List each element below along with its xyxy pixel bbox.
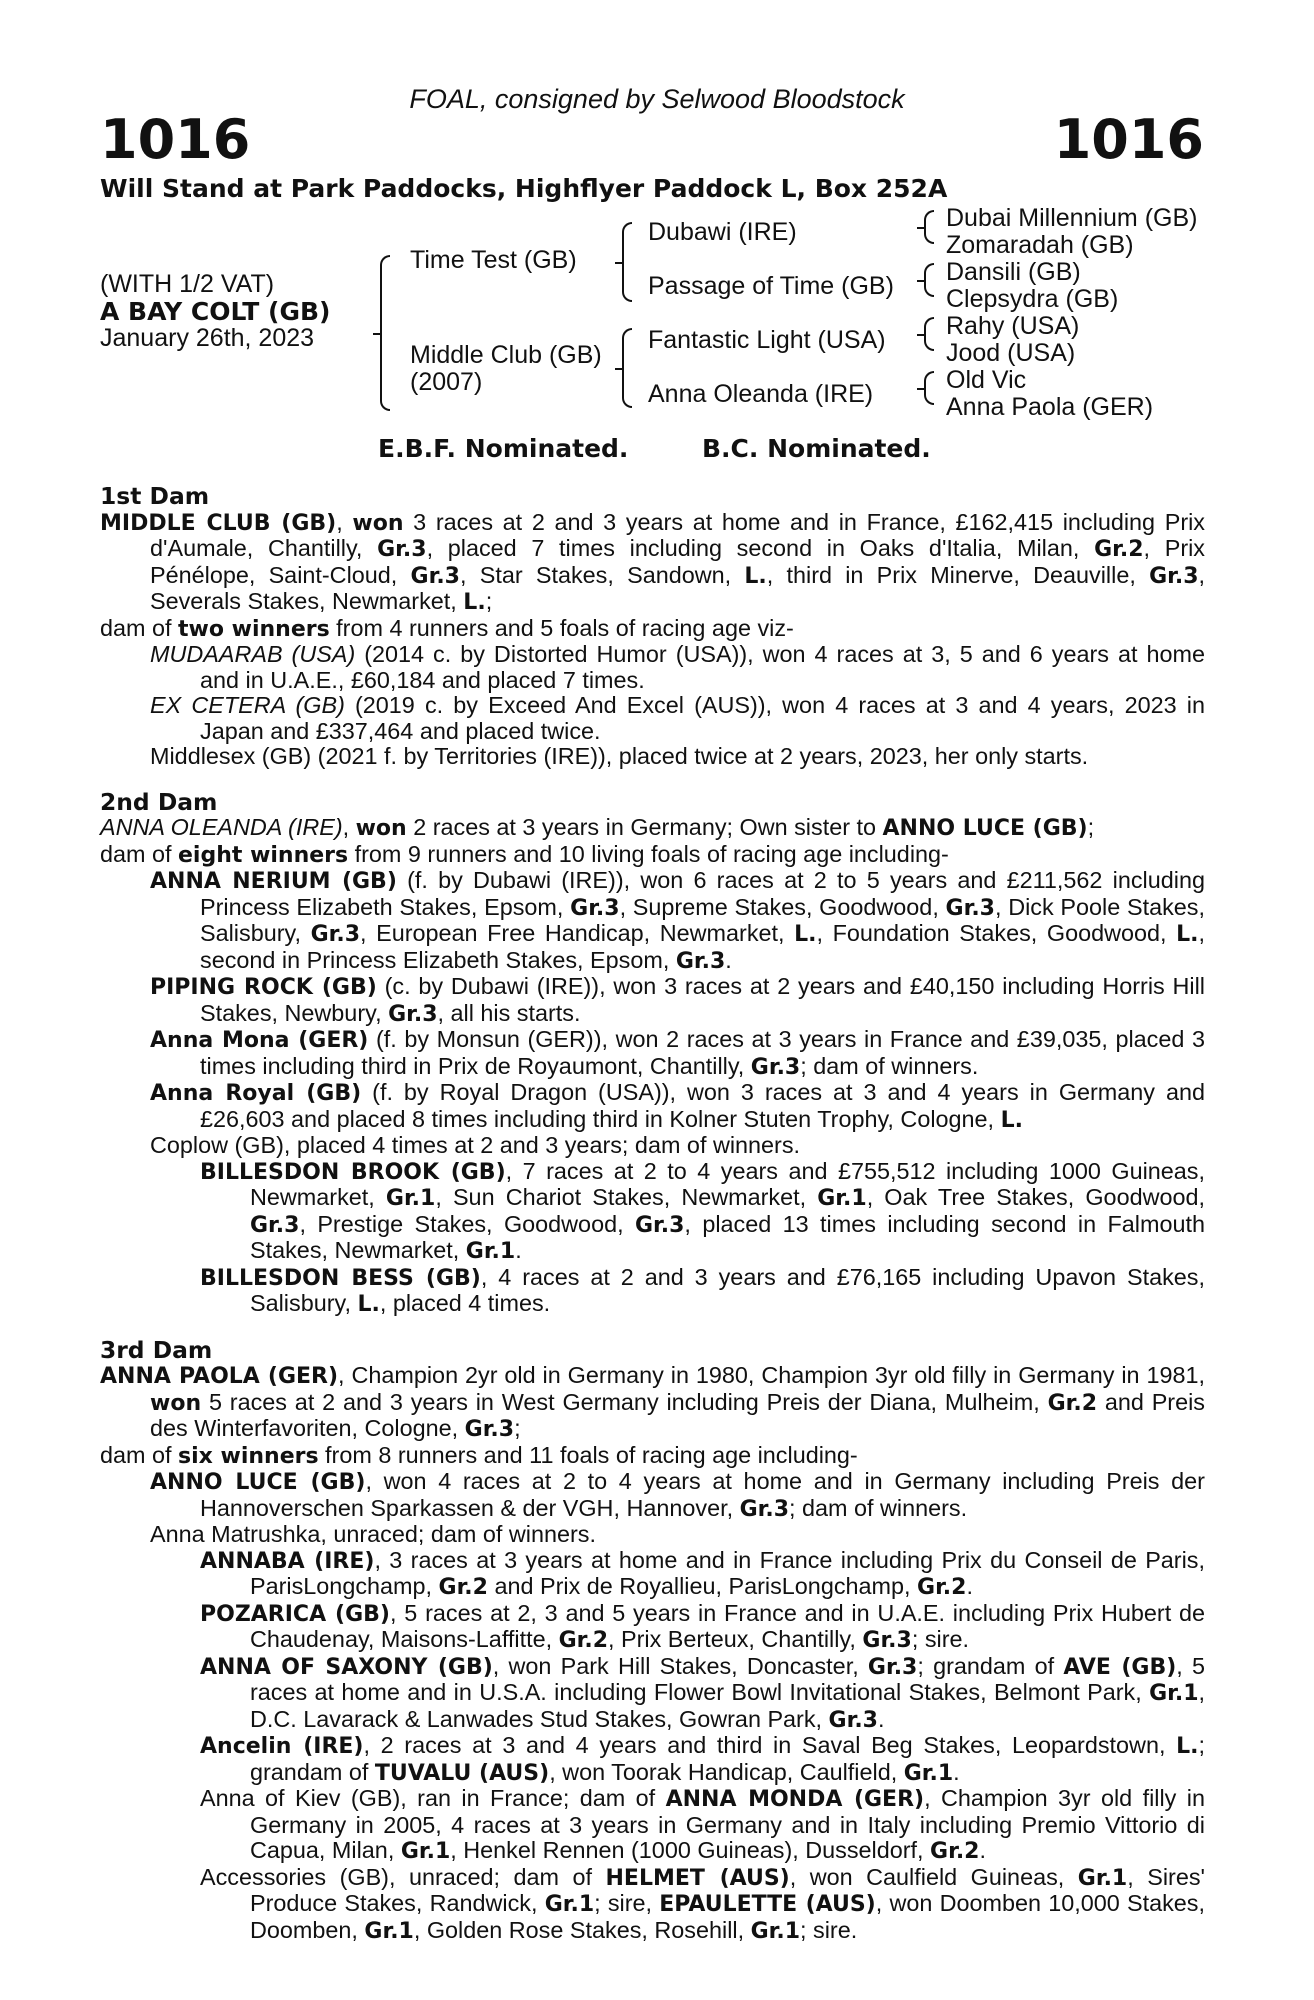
list-item: ANNA NERIUM (GB) (f. by Dubawi (IRE)), won 6 races at 2 to 5 years and £211,562 including Princess Elizabeth Stakes, Epsom, Gr.3, Supreme Stakes, Goodwood, Gr.3, Dick Poole Stakes, Salisbury, Gr.3, European Free Handicap, Newmarket, L., Foundation Stakes, Goodwood, L., second in Princess Elizabeth Stakes, Epsom, Gr.3. [150, 867, 1205, 974]
pedigree-dds: Old Vic [946, 366, 1027, 394]
pedigree-sdd: Clepsydra (GB) [946, 285, 1119, 313]
pedigree-brace-main [380, 255, 390, 411]
pedigree-sss: Dubai Millennium (GB) [946, 204, 1198, 232]
third-dam-heading: 3rd Dam [100, 1335, 213, 1364]
list-item: BILLESDON BROOK (GB), 7 races at 2 to 4 years and £755,512 including 1000 Guineas, Newmarket, Gr.1, Sun Chariot Stakes, Newmarket, Gr.1, Oak Tree Stakes, Goodwood, Gr.3, Prestige Stakes, Goodwood, Gr.3, placed 13 times including second in Falmouth Stakes, Newmarket, Gr.1. [200, 1157, 1206, 1264]
pedigree-brace-dam [622, 328, 632, 408]
lot-number-left: 1016 [100, 108, 251, 171]
pedigree-dss: Rahy (USA) [946, 312, 1080, 340]
vat-note: (WITH 1/2 VAT) [100, 270, 275, 298]
third-dam-produce-summary: dam of six winners from 8 runners and 11 foals of racing age including- [100, 1441, 858, 1469]
pedigree-sire-sire: Dubawi (IRE) [648, 218, 797, 246]
list-item: BILLESDON BESS (GB), 4 races at 2 and 3 years and £76,165 including Upavon Stakes, Salisbury, L., placed 4 times. [200, 1263, 1205, 1317]
list-item: Coplow (GB), placed 4 times at 2 and 3 years; dam of winners. [150, 1132, 801, 1158]
list-item: Middlesex (GB) (2021 f. by Territories (IRE)), placed twice at 2 years, 2023, her only starts. [150, 743, 1089, 769]
ebf-nomination: E.B.F. Nominated. [378, 434, 629, 463]
third-dam-entry: ANNA PAOLA (GER), Champion 2yr old in Germany in 1980, Champion 3yr old filly in Germany in 1981, won 5 races at 2 and 3 years in West Germany including Preis der Diana, Mulheim, Gr.2 and Preis des Winterfavoriten, Cologne, Gr.3; [100, 1362, 1205, 1442]
pedigree-ssd: Zomaradah (GB) [946, 231, 1134, 259]
pedigree-sire: Time Test (GB) [410, 246, 577, 274]
horse-name: A BAY COLT (GB) [100, 297, 331, 326]
pedigree-brace-ss [924, 210, 934, 244]
list-item: Anna Royal (GB) (f. by Royal Dragon (USA)), won 3 races at 3 and 4 years in Germany and £26,603 and placed 8 times including third in Kolner Stuten Trophy, Cologne, L. [150, 1079, 1206, 1133]
first-dam-heading: 1st Dam [100, 482, 210, 510]
list-item: ANNO LUCE (GB), won 4 races at 2 to 4 years at home and in Germany including Preis der Hannoverschen Sparkassen & der VGH, Hannover, Gr.3; dam of winners. [150, 1468, 1205, 1522]
list-item: ANNABA (IRE), 3 races at 3 years at home and in France including Prix du Conseil de Paris, ParisLongchamp, Gr.2 and Prix de Royallieu, ParisLongchamp, Gr.2. [200, 1546, 1205, 1600]
stand-location: Will Stand at Park Paddocks, Highflyer Paddock L, Box 252A [100, 174, 948, 203]
pedigree-sire-dam: Passage of Time (GB) [648, 272, 894, 300]
pedigree-sds: Dansili (GB) [946, 258, 1081, 286]
list-item: Ancelin (IRE), 2 races at 3 and 4 years and third in Saval Beg Stakes, Leopardstown, L.; grandam of TUVALU (AUS), won Toorak Handicap, Caulfield, Gr.1. [200, 1732, 1205, 1786]
list-item: Anna of Kiev (GB), ran in France; dam of ANNA MONDA (GER), Champion 3yr old filly in Germany in 2005, 4 races at 3 years in Germany and in Italy including Premio Vittorio di Capua, Milan, Gr.1, Henkel Rennen (1000 Guineas), Dusseldorf, Gr.2. [200, 1785, 1205, 1864]
catalogue-body [100, 484, 1205, 1944]
lot-number-right: 1016 [1053, 108, 1204, 171]
horse-dob: January 26th, 2023 [100, 324, 315, 352]
consignor-line: FOAL, consigned by Selwood Bloodstock [409, 84, 905, 114]
list-item: POZARICA (GB), 5 races at 2, 3 and 5 years in France and in U.A.E. including Prix Hubert de Chaudenay, Maisons-Laffitte, Gr.2, Prix Berteux, Chantilly, Gr.3; sire. [200, 1599, 1205, 1653]
pedigree-dsd: Jood (USA) [946, 339, 1076, 367]
bc-nomination: B.C. Nominated. [702, 434, 931, 463]
pedigree-ddd: Anna Paola (GER) [946, 393, 1154, 421]
second-dam-entry: ANNA OLEANDA (IRE), won 2 races at 3 years in Germany; Own sister to ANNO LUCE (GB); [100, 814, 1095, 841]
pedigree-dam: Middle Club (GB) [410, 341, 602, 369]
pedigree-brace-sire [622, 222, 632, 302]
pedigree-dam-dam: Anna Oleanda (IRE) [648, 380, 874, 408]
second-dam-produce-summary: dam of eight winners from 9 runners and 10 living foals of racing age including- [100, 840, 949, 868]
pedigree-dam-sire: Fantastic Light (USA) [648, 326, 886, 354]
pedigree-brace-ds [924, 317, 934, 351]
first-dam-entry: MIDDLE CLUB (GB), won 3 races at 2 and 3 years at home and in France, £162,415 including Prix d'Aumale, Chantilly, Gr.3, placed 7 times including second in Oaks d'Italia, Milan, Gr.2, Prix Pénélope, Saint-Cloud, Gr.3, Star Stakes, Sandown, L., third in Prix Minerve, Deauville, Gr.3, Severals Stakes, Newmarket, L.; [100, 508, 1206, 615]
list-item: Accessories (GB), unraced; dam of HELMET (AUS), won Caulfield Guineas, Gr.1, Sires' Produce Stakes, Randwick, Gr.1; sire, EPAULETTE (AUS), won Doomben 10,000 Stakes, Doomben, Gr.1, Golden Rose Stakes, Rosehill, Gr.1; sire. [200, 1863, 1205, 1944]
list-item: EX CETERA (GB) (2019 c. by Exceed And Excel (AUS)), won 4 races at 3 and 4 years, 2023 in Japan and £337,464 and placed twice. [150, 692, 1205, 744]
first-dam-produce-summary: dam of two winners from 4 runners and 5 foals of racing age viz- [100, 614, 794, 642]
pedigree-brace-dd [924, 371, 934, 405]
list-item: Anna Matrushka, unraced; dam of winners. [150, 1521, 596, 1547]
list-item: PIPING ROCK (GB) (c. by Dubawi (IRE)), won 3 races at 2 years and £40,150 including Horris Hill Stakes, Newbury, Gr.3, all his starts. [150, 973, 1205, 1027]
pedigree-brace-sd [924, 263, 934, 297]
pedigree-dam-year: (2007) [410, 368, 483, 396]
list-item: Anna Mona (GER) (f. by Monsun (GER)), won 2 races at 3 years in France and £39,035, placed 3 times including third in Prix de Royaumont, Chantilly, Gr.3; dam of winners. [150, 1026, 1205, 1080]
second-dam-heading: 2nd Dam [100, 787, 218, 816]
list-item: ANNA OF SAXONY (GB), won Park Hill Stakes, Doncaster, Gr.3; grandam of AVE (GB), 5 races at home and in U.S.A. including Flower Bowl Invitational Stakes, Belmont Park, Gr.1, D.C. Lavarack & Lanwades Stud Stakes, Gowran Park, Gr.3. [200, 1652, 1205, 1733]
list-item: MUDAARAB (USA) (2014 c. by Distorted Humor (USA)), won 4 races at 3, 5 and 6 years at home and in U.A.E., £60,184 and placed 7 times. [150, 641, 1205, 693]
